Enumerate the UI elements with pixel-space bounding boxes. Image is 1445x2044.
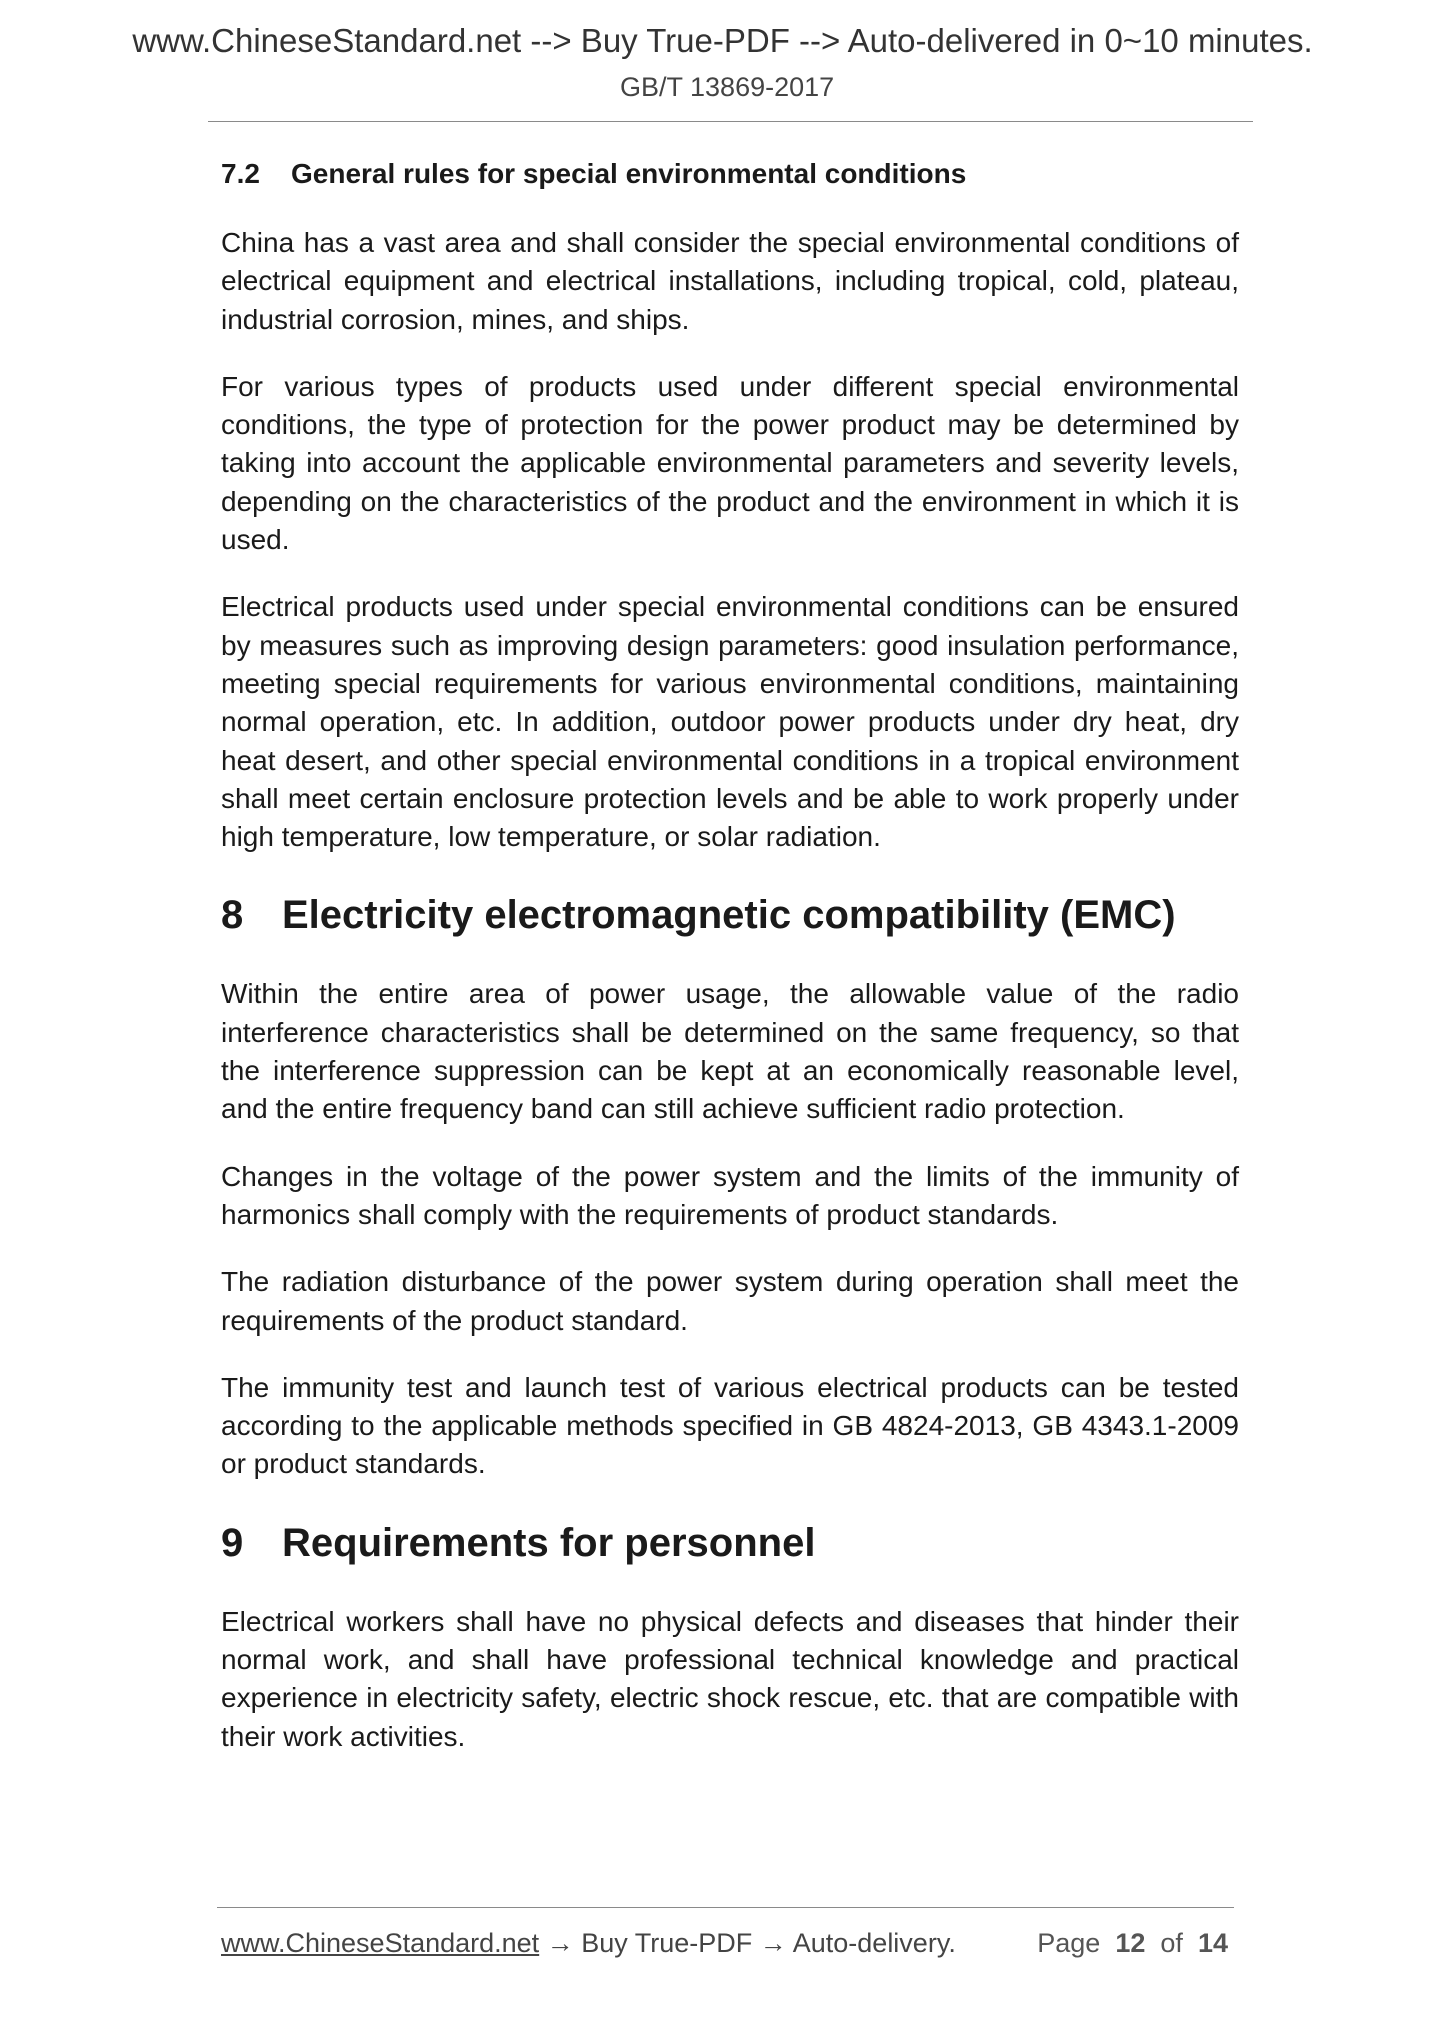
- paragraph: Changes in the voltage of the power system and the limits of the immunity of harmonics shall comply with the requirements of product standards.: [221, 1160, 1239, 1230]
- paragraph: Within the entire area of power usage, the allowable value of the radio interference characteristics shall be determined on the same frequency, so that the interference suppression can be kept at an economically reasonable level, and the entire frequency band can still achieve sufficient radio protection.: [221, 978, 1239, 1125]
- page-label: Page: [1037, 1928, 1101, 1958]
- paragraph: The radiation disturbance of the power system during operation shall meet the requirements of the product standard.: [221, 1266, 1239, 1336]
- section-title: Requirements for personnel: [282, 1520, 816, 1565]
- paragraph: Electrical workers shall have no physical defects and diseases that hinder their normal work, and shall have professional technical knowledge and practical experience in electricity safety, electric shock rescue, etc. that are compatible with their work activities.: [221, 1605, 1239, 1752]
- paragraph: Electrical products used under special environmental conditions can be ensured by measures such as improving design parameters: good insulation performance, meeting special requirements for various environmental conditions, maintaining normal operation, etc. In addition, outdoor power products under dry heat, dry heat desert, and other special environmental conditions in a tropical environment shall meet certain enclosure protection levels and be able to work properly under high temperature, low temperature, or solar radiation.: [221, 591, 1239, 853]
- section-number: 9: [221, 1520, 244, 1565]
- footer-tagline: [221, 1928, 956, 1959]
- page-total: 14: [1197, 1928, 1228, 1958]
- of-label: of: [1160, 1928, 1183, 1958]
- section-7-2-heading: [221, 158, 1239, 190]
- paragraph: The immunity test and launch test of various electrical products can be tested according to the applicable methods specified in GB 4824-2013, GB 4343.1-2009 or product standards.: [221, 1371, 1239, 1480]
- paragraph: China has a vast area and shall consider the special environmental conditions of electrical equipment and electrical installations, including tropical, cold, plateau, industrial corrosion, mines, and ships.: [221, 227, 1239, 335]
- footer-divider: [217, 1907, 1234, 1908]
- section-8-heading: [221, 892, 1239, 938]
- section-title: Electricity electromagnetic compatibility (EMC): [282, 893, 1176, 938]
- section-9-heading: [221, 1520, 1239, 1566]
- header-banner[interactable]: www.ChineseStandard.net --> Buy True-PDF --> Auto-delivered in 0~10 minutes.: [132, 22, 1313, 59]
- footer-site-link[interactable]: www.ChineseStandard.net: [221, 1928, 540, 1958]
- footer-tagline-text: → Buy True-PDF → Auto-delivery.: [539, 1928, 956, 1958]
- section-number: 8: [221, 893, 244, 938]
- page-content: [221, 158, 1239, 1785]
- paragraph: For various types of products used under different special environmental conditions, the type of protection for the power product may be determined by taking into account the applicable environmental parameters and severity levels, depending on the characteristics of the product and the environment in which it is used.: [221, 370, 1239, 556]
- section-number: 7.2: [221, 158, 260, 189]
- page-indicator: [1037, 1928, 1228, 1959]
- page-current: 12: [1115, 1928, 1146, 1958]
- section-title: General rules for special environmental conditions: [291, 158, 967, 189]
- header-divider: [208, 121, 1253, 122]
- document-code: GB/T 13869-2017: [620, 72, 835, 102]
